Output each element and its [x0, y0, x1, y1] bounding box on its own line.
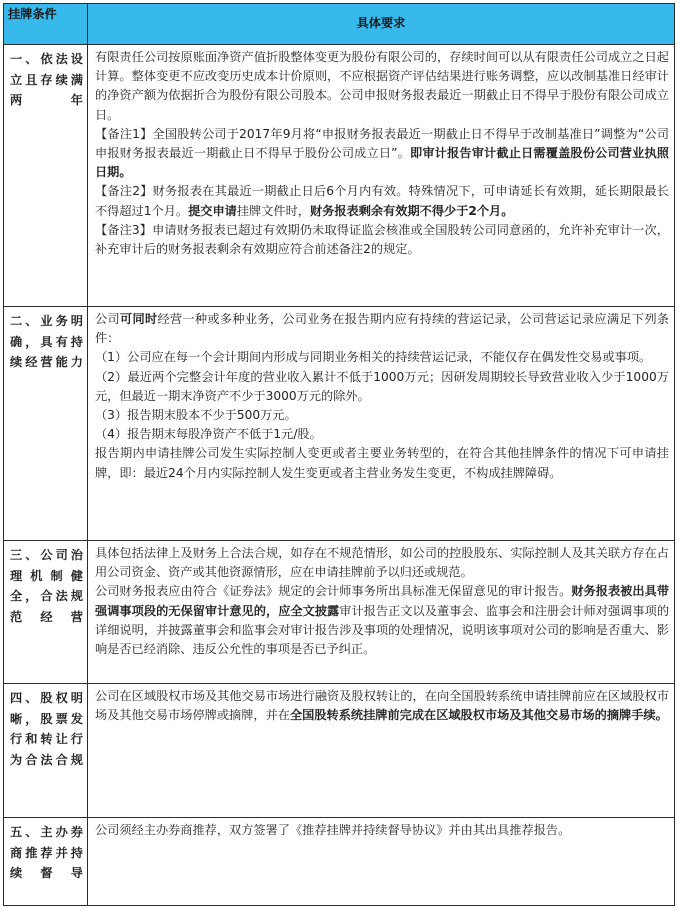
- text: 【备注3】申请财务报表已超过有效期仍未取得证监会核准或全国股转公司同意函的，允许补充审计一次，补充审计后的财务报表剩余有效期应符合前述备注2的规定。: [95, 222, 669, 257]
- text: 具体包括法律上及财务上合法合规，如存在不规范情形，如公司的控股股东、实际控制人及其关联方存在占用公司资金、资产或其他资源情形，应在申请挂牌前予以归还或规范。: [95, 546, 669, 580]
- text: 【备注1】全国股转公司于2017年9月将“申报财务报表最近一期截止日不得早于改制基准日”调整为“公司申报财务报表最近一期截止日不得早于股份公司成立日”。: [95, 126, 669, 161]
- requirement-paragraph: [95, 348, 669, 367]
- bold-text: 财务报表被出具带强调事项段的无保留审计意见的，应全文披露: [95, 584, 670, 618]
- table-row: [4, 307, 675, 541]
- table-row: [4, 45, 675, 307]
- text: （4）报告期末每股净资产不低于1元/股。: [95, 427, 322, 442]
- text: （3）报告期末股本不少于500万元。: [95, 408, 297, 423]
- requirement-paragraph: [95, 687, 669, 725]
- table-row: [4, 818, 675, 906]
- condition-cell: 二、业务明确，具有持续经营能力: [4, 307, 88, 541]
- text: 有限责任公司按原账面净资产值折股整体变更为股份有限公司的，存续时间可以从有限责任公司成立之日起计算。整体变更不应改变历史成本计价原则，不应根据资产评估结果进行账务调整，应以改制基准日经审计的净资产额为依据折合为股份有限公司股本。公司申报财务报表最近一期截止日不得早于股份有限公司成立日。: [95, 50, 669, 122]
- table-row: [4, 541, 675, 684]
- text: 挂牌文件时，: [236, 203, 310, 218]
- requirement-paragraph: [95, 821, 669, 840]
- text: 【备注2】财务报表在其最近一期截止日后6个月内有效。特殊情况下，可申请延长有效期，延长期限最长不得超过1个月。: [95, 184, 669, 218]
- text: （1）公司应在每一个会计期间内形成与同期业务相关的持续营运记录，不能仅存在偶发性交易或事项。: [95, 350, 652, 365]
- text: 公司在区域股权市场及其他交易市场进行融资及股权转让的，在向全国股转系统申请挂牌前应在区域股权市场及其他交易市场停牌或摘牌，并在: [95, 689, 669, 723]
- requirement-cell: [88, 307, 675, 541]
- header-condition: 挂牌条件: [4, 4, 88, 45]
- table-header-row: [4, 4, 675, 45]
- table-row: [4, 684, 675, 818]
- requirement-paragraph: [95, 368, 669, 406]
- text: 报告期内申请挂牌公司发生实际控制人变更或者主要业务转型的，在符合其他挂牌条件的情况下可申请挂牌，即：最近24个月内实际控制人发生变更或者主营业务发生变更，不构成挂牌障碍。: [95, 446, 669, 480]
- requirement-paragraph: [95, 425, 669, 444]
- text: 公司须经主办券商推荐，双方签署了《推荐挂牌并持续督导协议》并由其出具推荐报告。: [95, 823, 571, 837]
- requirement-cell: [88, 541, 675, 684]
- text: 审计报告正文以及董事会、监事会和注册会计师对强调事项的详细说明，并披露董事会和监事会对审计报告涉及事项的处理情况，说明该事项对公司的影响是否重大、影响是否已经消除、违反公允性的事项是否已予纠正。: [95, 603, 670, 657]
- text: 经营一种或多种业务，公司业务在报告期内应有持续的营运记录，公司营运记录应满足下列条件：: [95, 312, 670, 346]
- bold-text: 全国股转系统挂牌前完成在区域股权市场及其他交易市场的摘牌手续。: [290, 708, 668, 723]
- requirement-paragraph: [95, 182, 669, 220]
- condition-cell: 四、股权明晰，股票发行和转让行为合法合规: [4, 684, 88, 818]
- requirement-paragraph: [95, 125, 669, 183]
- header-requirement: 具体要求: [88, 4, 675, 45]
- condition-cell: 五、主办券商推荐并持续督导: [4, 818, 88, 906]
- requirement-paragraph: [95, 221, 669, 259]
- requirement-paragraph: [95, 48, 669, 125]
- text: （2）最近两个完整会计年度的营业收入累计不低于1000万元；因研发周期较长导致营业收入少于1000万元，但最近一期末净资产不少于3000万元的除外。: [95, 369, 669, 403]
- bold-text: 提交申请: [188, 203, 237, 218]
- condition-cell: 一、依法设立且存续满两年: [4, 45, 88, 307]
- bold-text: 即审计报告审计截止日需覆盖股份公司营业执照日期。: [95, 146, 669, 180]
- text: 公司财务报表应由符合《证券法》规定的会计师事务所出具标准无保留意见的审计报告。: [95, 584, 572, 599]
- requirement-cell: [88, 684, 675, 818]
- requirement-paragraph: [95, 310, 669, 348]
- requirement-paragraph: [95, 544, 669, 582]
- requirement-paragraph: [95, 444, 669, 482]
- listing-requirements-table: [3, 3, 675, 906]
- bold-text: 可同时: [119, 312, 158, 326]
- requirement-cell: [88, 818, 675, 906]
- requirement-paragraph: [95, 582, 669, 659]
- bold-text: 财务报表剩余有效期不得少于2个月。: [309, 203, 514, 218]
- condition-cell: 三、公司治理机制健全，合法规范经营: [4, 541, 88, 684]
- text: 公司: [95, 312, 120, 326]
- requirement-cell: [88, 45, 675, 307]
- requirement-paragraph: [95, 406, 669, 425]
